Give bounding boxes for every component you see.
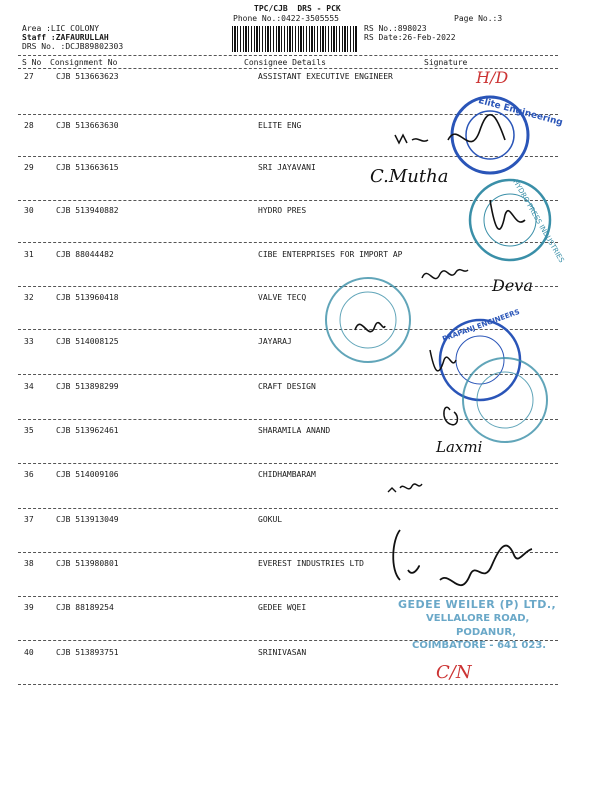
row29-handwriting: C.Mutha — [370, 166, 449, 187]
drs-number: DRS No. :DCJB89802303 — [22, 42, 124, 51]
row-consignment: CJB 513898299 — [56, 382, 119, 391]
area-label: Area :LIC COLONY — [22, 24, 100, 33]
prapanj-stamp — [430, 308, 521, 400]
row-sno: 33 — [24, 337, 34, 346]
col-consignment: Consignment No — [50, 58, 118, 67]
row-consignment: CJB 88044482 — [56, 250, 114, 259]
row-consignee: SHARAMILA ANAND — [258, 426, 331, 435]
row-consignment: CJB 513960418 — [56, 293, 119, 302]
row-consignee: GOKUL — [258, 515, 283, 524]
row35-handwriting: Laxmi — [436, 438, 483, 456]
row-sno: 31 — [24, 250, 34, 259]
row-consignment: CJB 513893751 — [56, 648, 119, 657]
row-sno: 40 — [24, 648, 34, 657]
row27-initials: H/D — [476, 68, 509, 87]
row-consignee: HYDRO PRES — [258, 206, 307, 215]
row-sno: 32 — [24, 293, 34, 302]
row-sno: 38 — [24, 559, 34, 568]
col-sno: S No — [22, 58, 42, 67]
page-number: Page No.:3 — [454, 14, 503, 23]
row-consignee: SRINIVASAN — [258, 648, 307, 657]
row-consignee: CIBE ENTERPRISES FOR IMPORT AP — [258, 250, 403, 259]
row-consignment: CJB 513663615 — [56, 163, 119, 172]
row-consignment: CJB 514008125 — [56, 337, 119, 346]
row-sno: 34 — [24, 382, 34, 391]
row-consignee: ASSISTANT EXECUTIVE ENGINEER — [258, 72, 393, 81]
row40-initials: C/N — [436, 662, 472, 683]
row-sno: 35 — [24, 426, 34, 435]
row32-stamp — [326, 278, 410, 362]
elite-stamp — [448, 96, 564, 173]
row-consignee: EVEREST INDUSTRIES LTD — [258, 559, 364, 568]
row-consignee: CHIDHAMBARAM — [258, 470, 316, 479]
elite-stamp-text: Elite Engineering — [477, 96, 564, 129]
row-sno: 27 — [24, 72, 34, 81]
row-sno: 30 — [24, 206, 34, 215]
report-title: TPC/CJB DRS - PCK — [254, 4, 341, 13]
row-consignment: CJB 88189254 — [56, 603, 114, 612]
row-consignee: VALVE TECQ — [258, 293, 307, 302]
row-consignment: CJB 513962461 — [56, 426, 119, 435]
row-consignment: CJB 513913049 — [56, 515, 119, 524]
row-sno: 28 — [24, 121, 34, 130]
manufacturing-stamp — [444, 358, 547, 442]
staff-label: Staff :ZAFAURULLAH — [22, 33, 109, 42]
row-consignment: CJB 513663623 — [56, 72, 119, 81]
row-consignment: CJB 514009106 — [56, 470, 119, 479]
row-sno: 29 — [24, 163, 34, 172]
hydro-stamp — [470, 178, 566, 264]
row-consignee: SRI JAYAVANI — [258, 163, 316, 172]
gedee-stamp-line1: GEDEE WEILER (P) LTD., — [398, 598, 557, 611]
row-consignee: CRAFT DESIGN — [258, 382, 316, 391]
phone-number: Phone No.:0422-3505555 — [233, 14, 339, 23]
row-sno: 37 — [24, 515, 34, 524]
row-consignment: CJB 513980801 — [56, 559, 119, 568]
row-consignee: ELITE ENG — [258, 121, 302, 130]
row-consignee: GEDEE WQEI — [258, 603, 307, 612]
rs-date: RS Date:26-Feb-2022 — [364, 33, 456, 42]
col-consignee: Consignee Details — [244, 58, 326, 67]
row-consignee: JAYARAJ — [258, 337, 292, 346]
row-sno: 39 — [24, 603, 34, 612]
rs-number: RS No.:898023 — [364, 24, 427, 33]
row-sno: 36 — [24, 470, 34, 479]
gedee-stamp-line2: VELLALORE ROAD, — [426, 613, 530, 624]
row-consignment: CJB 513940882 — [56, 206, 119, 215]
col-signature: Signature — [424, 58, 468, 67]
hydro-stamp-text: HYDRO PRESS INDUSTRIES — [511, 178, 566, 265]
row-consignment: CJB 513663630 — [56, 121, 119, 130]
gedee-stamp-line4: COIMBATORE - 641 023. — [412, 640, 547, 651]
gedee-stamp-line3: PODANUR, — [456, 627, 517, 638]
prapanj-stamp-text: PRAPANJ ENGINEERS — [441, 307, 521, 344]
row31-handwriting: Deva — [492, 276, 533, 295]
